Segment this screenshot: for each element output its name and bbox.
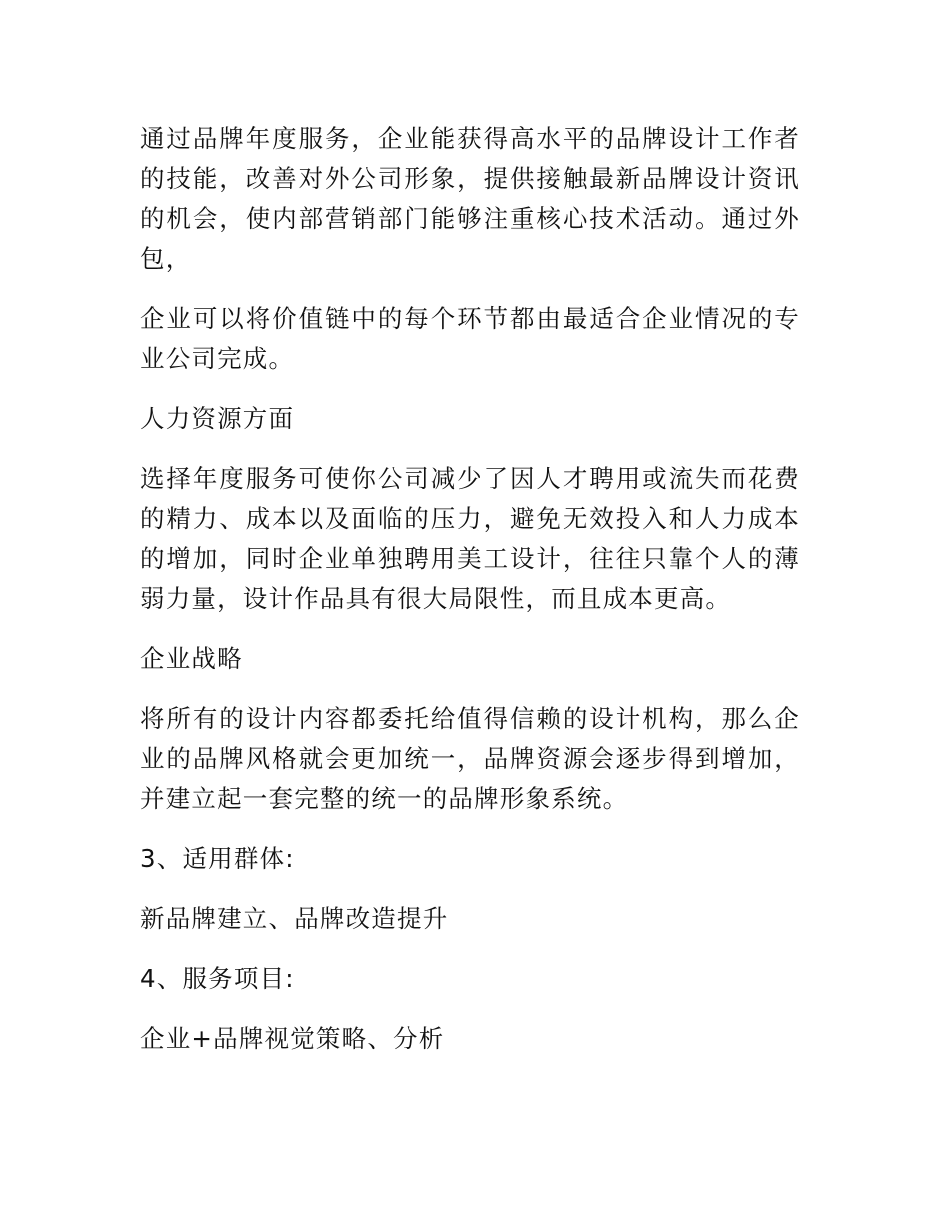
heading-service-items: 4、服务项目: — [140, 964, 295, 993]
paragraph-brand-consistency: 将所有的设计内容都委托给值得信赖的设计机构，那么企业的品牌风格就会更加统一，品牌资源会逐步得到增加，并建立起一套完整的统一的品牌形象系统。 — [140, 704, 800, 813]
paragraph-value-chain: 企业可以将价值链中的每个环节都由最适合企业情况的专业公司完成。 — [140, 304, 800, 373]
heading-human-resources: 人力资源方面 — [140, 404, 295, 433]
paragraph-outsourcing-benefits: 通过品牌年度服务，企业能获得高水平的品牌设计工作者的技能，改善对外公司形象，提供接触最新品牌设计资讯的机会，使内部营销部门能够注重核心技术活动。通过外包， — [140, 124, 800, 273]
heading-target-groups: 3、适用群体: — [140, 844, 295, 873]
document-body — [140, 119, 800, 1079]
heading-enterprise-strategy: 企业战略 — [140, 644, 243, 673]
paragraph-target-groups: 新品牌建立、品牌改造提升 — [140, 904, 449, 933]
paragraph-annual-service-cost: 选择年度服务可使你公司减少了因人才聘用或流失而花费的精力、成本以及面临的压力，避免无效投入和人力成本的增加，同时企业单独聘用美工设计，往往只靠个人的薄弱力量，设计作品具有很大局限性，而且成本更高。 — [140, 464, 800, 613]
paragraph-service-items: 企业+品牌视觉策略、分析 — [140, 1024, 445, 1053]
